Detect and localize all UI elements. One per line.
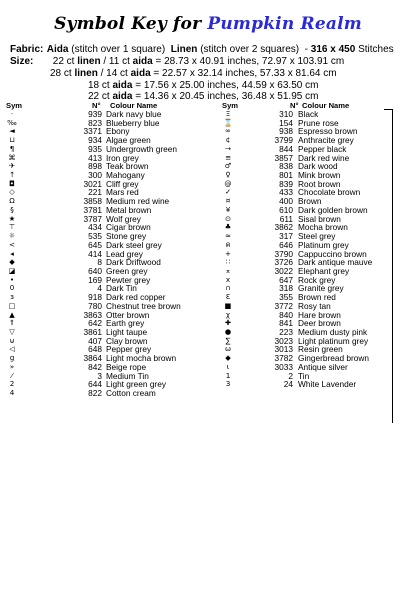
thread-number: 938 [279,126,293,137]
colour-name: Pepper grey [106,344,152,355]
colour-name: Dark Tin [106,283,137,294]
thread-number: 8 [97,257,102,268]
thread-number: 842 [88,361,102,372]
colour-name: Medium dusty pink [298,326,368,337]
thread-number: 318 [279,283,293,294]
colour-name: Metal brown [106,204,152,215]
stitch-symbol: Ω [9,196,15,206]
thread-number: 898 [88,161,102,172]
size-dims: = 22.57 x 32.14 inches, 57.33 x 81.64 cm [153,68,337,79]
stitch-symbol: ⌅ [224,265,232,275]
stitch-symbol: ● [224,326,232,336]
stitch-symbol: @ [224,178,232,188]
thread-number: 3013 [274,344,293,355]
stitch-symbol: ⊙ [224,213,232,223]
colour-name: Cotton cream [106,388,156,398]
thread-number: 801 [279,170,293,181]
stitch-symbol: ‰ [7,117,17,127]
thread-number: 642 [88,318,102,329]
thread-number: 535 [88,231,102,242]
header-num: N° [92,101,101,110]
stitch-symbol: Ξ [225,109,231,118]
colour-name: Iron grey [106,152,139,163]
stitch-symbol: ♂ [224,161,232,171]
stitch-symbol: · [10,109,14,118]
thread-number: 317 [279,231,293,242]
size-kind2: aida [130,68,151,79]
thread-number: 3371 [83,126,102,137]
header-name: Colour Name [302,101,350,110]
thread-number: 3033 [274,361,293,372]
stitch-symbol: 1 [225,370,231,380]
thread-number: 3 [97,370,102,381]
thread-number: 934 [88,135,102,146]
thread-number: 3772 [274,300,293,311]
colour-name: Mink brown [298,170,341,181]
colour-name: Chestnut tree brown [106,300,181,311]
stitch-symbol: ⌛ [223,117,233,127]
thread-number: 3022 [274,265,293,276]
colour-name: White Lavender [298,379,357,390]
thread-number: 221 [88,187,102,198]
stitch-symbol: ◄ [9,126,15,136]
colour-name: Stone grey [106,231,147,242]
colour-name: Brown [298,196,322,207]
stitch-symbol: ✚ [224,318,232,328]
fabric-label: Fabric: [10,44,44,55]
colour-name: Root brown [298,178,341,189]
colour-name: Mahogany [106,170,145,181]
size-kind: linen [74,68,98,79]
thread-number: 4 [97,283,102,294]
size-kind2: aida [132,56,153,67]
colour-name: Dark steel grey [106,239,162,250]
colour-name: Gingerbread brown [298,353,370,364]
size-line-2 [50,68,337,79]
colour-name: Brown red [298,292,336,303]
colour-name: Platinum grey [298,239,349,250]
stitch-symbol: ▲ [9,309,15,319]
stitch-symbol: 0 [9,283,15,293]
stitch-count: 316 x 450 [310,44,356,55]
stitch-symbol: ¢ [225,135,231,145]
colour-name: Beige rope [106,361,147,372]
colour-name: Espresso brown [298,126,358,137]
thread-number: 645 [88,239,102,250]
thread-number: 3021 [83,178,102,189]
colour-name: Medium red wine [106,196,170,207]
stitch-symbol: □ [8,300,16,310]
size-kind: aida [112,91,133,102]
stitch-symbol: ≡ [224,152,232,162]
colour-name: Deer brown [298,318,341,329]
colour-name: Clay brown [106,335,148,346]
stitch-symbol: ◇ [9,187,15,197]
size-line-1 [10,56,344,67]
thread-number: 3782 [274,353,293,364]
thread-number: 2 [288,370,293,381]
colour-name: Resin green [298,344,343,355]
thread-number: 780 [88,300,102,311]
colour-name: Mocha brown [298,222,348,233]
stitch-symbol: ☼ [8,231,16,241]
title-prefix: Symbol Key for [54,14,202,34]
colour-name: Light platinum grey [298,335,369,346]
colour-name: Wolf grey [106,213,141,224]
colour-name: Earth grey [106,318,145,329]
colour-name: Mars red [106,187,139,198]
stitch-symbol: ⊎ [9,335,15,345]
stitch-symbol: ◆ [9,257,15,267]
thread-number: 413 [88,152,102,163]
header-sym: Sym [6,101,23,110]
stitch-symbol: x [225,274,231,284]
colour-name: Dark antique mauve [298,257,373,268]
page-title [0,14,416,34]
colour-name: Steel grey [298,231,336,242]
thread-number: 3857 [274,152,293,163]
colour-name: Ebony [106,126,130,137]
stitch-symbol: ¶ [9,143,15,153]
stitch-symbol: • [9,274,15,284]
table-border-right [392,109,393,423]
thread-number: 3858 [83,196,102,207]
colour-name: Pepper black [298,143,347,154]
thread-number: 3863 [83,309,102,320]
size-ct: 28 ct [50,68,72,79]
stitch-symbol: ✓ [224,187,232,197]
thread-number: 3023 [274,335,293,346]
stitch-symbol: ∑ [225,335,231,345]
colour-name: Chocolate brown [298,187,361,198]
stitch-symbol: ◆ [225,353,231,363]
thread-number: 3787 [83,213,102,224]
thread-number: 647 [279,274,293,285]
stitch-symbol: ∞ [225,126,231,136]
thread-number: 3790 [274,248,293,259]
colour-name: Green grey [106,265,148,276]
thread-number: 839 [279,178,293,189]
header-num: N° [290,101,299,110]
stitch-symbol: ✈ [8,161,16,171]
colour-name: Light mocha brown [106,353,177,364]
colour-name: Elephant grey [298,265,350,276]
thread-number: 838 [279,161,293,172]
size-sep: / 14 ct [100,68,128,79]
stitch-symbol: ♣ [224,222,232,232]
thread-number: 644 [88,379,102,390]
stitch-symbol: ◂ [10,248,14,258]
thread-number: 646 [279,239,293,250]
thread-number: 3799 [274,135,293,146]
size-ct: 22 ct [52,56,75,67]
stitch-symbol: ɜ [10,292,14,302]
stitch-symbol: + [224,248,232,258]
thread-number: 648 [88,344,102,355]
thread-number: 154 [279,117,293,128]
fabric-aida: Aida [46,44,69,55]
stitch-symbol: ⊤ [8,222,16,232]
thread-number: 823 [88,117,102,128]
thread-number: 918 [88,292,102,303]
colour-name: Dark navy blue [106,109,162,119]
stitch-symbol: ∷ [225,257,231,267]
thread-number: 3864 [83,353,102,364]
thread-number: 414 [88,248,102,259]
colour-name: Tin [298,370,310,381]
stitch-symbol: ■ [224,300,232,310]
stitch-symbol: χ [225,309,231,319]
thread-number: 3862 [274,222,293,233]
stitch-symbol: ♀ [225,170,231,180]
stitch-symbol: ⊔ [9,135,15,145]
stitch-symbol: ∩ [225,283,231,293]
stitch-symbol: < [8,239,16,249]
colour-name: Dark red wine [298,152,350,163]
size-ct: 18 ct [88,80,110,91]
thread-number: 935 [88,143,102,154]
thread-number: 3726 [274,257,293,268]
stitch-symbol: ค [225,239,231,249]
thread-number: 640 [88,265,102,276]
stitch-symbol: 2 [9,379,15,389]
pattern-name: Pumpkin Realm [207,14,362,34]
stitch-symbol: ⇑ [8,318,16,328]
thread-number: 223 [279,326,293,337]
thread-number: 433 [279,187,293,198]
stitch-count-label: Stitches [358,44,394,55]
size-label: Size: [10,56,34,67]
thread-number: 310 [279,109,293,119]
thread-number: 434 [88,222,102,233]
thread-number: 355 [279,292,293,303]
colour-name: Teak brown [106,161,149,172]
thread-number: 24 [283,379,293,390]
thread-number: 822 [88,388,102,398]
colour-name: Lead grey [106,248,143,259]
stitch-symbol: g [9,353,15,363]
stitch-symbol: ω [224,344,232,354]
thread-number: 407 [88,335,102,346]
thread-number: 844 [279,143,293,154]
colour-name: Cliff grey [106,178,139,189]
colour-name: Cigar brown [106,222,151,233]
colour-name: Medium Tin [106,370,149,381]
header-name: Colour Name [110,101,158,110]
colour-name: Antique silver [298,361,348,372]
colour-name: Undergrowth green [106,143,178,154]
stitch-symbol: » [9,361,15,371]
thread-number: 3781 [83,204,102,215]
size-line-3 [88,80,318,91]
colour-name: Sisal brown [298,213,341,224]
stitch-symbol: ↑ [8,170,16,180]
thread-number: 400 [279,196,293,207]
colour-name: Otter brown [106,309,150,320]
stitch-symbol: 3 [225,379,231,389]
stitch-symbol: ◁ [9,344,15,354]
size-dims: = 14.36 x 20.45 inches, 36.48 x 51.95 cm [135,91,319,102]
colour-name: Anthracite grey [298,135,354,146]
size-dims: = 28.73 x 40.91 inches, 72.97 x 103.91 cm [155,56,345,67]
stitch-symbol: ⌘ [8,152,16,162]
stitch-symbol: ◘ [9,178,15,188]
thread-number: 610 [279,204,293,215]
colour-name: Blueberry blue [106,117,160,128]
stitch-symbol: 4 [9,388,15,397]
stitch-symbol: ≈ [224,231,232,241]
colour-name: Prune rose [298,117,339,128]
stitch-symbol: § [10,204,14,214]
size-sep: / 11 ct [103,56,130,67]
size-kind: aida [112,80,133,91]
stitch-symbol: ▽ [9,326,15,336]
colour-name: Light green grey [106,379,166,390]
colour-name: Algae green [106,135,151,146]
colour-name: Granite grey [298,283,344,294]
stitch-symbol: ¤ [225,196,231,206]
thread-number: 840 [279,309,293,320]
thread-number: 300 [88,170,102,181]
stitch-symbol: → [224,143,232,153]
thread-number: 169 [88,274,102,285]
fabric-line: Fabric: Aida (stitch over 1 square) Linen (stitch over 2 squares) - 316 x 450 Stitches [10,44,394,55]
colour-name: Light taupe [106,326,148,337]
thread-number: 611 [279,213,293,224]
thread-number: 939 [88,109,102,119]
size-dims: = 17.56 x 25.00 inches, 44.59 x 63.50 cm [135,80,319,91]
fabric-linen-note: (stitch over 2 squares) [200,44,300,55]
stitch-symbol: ι [226,361,230,371]
colour-name: Hare brown [298,309,341,320]
stitch-symbol: ⁄ [11,370,13,380]
size-ct: 22 ct [88,91,110,102]
colour-name: Rock grey [298,274,336,285]
colour-name: Dark red copper [106,292,166,303]
colour-name: Dark Driftwood [106,257,161,268]
stitch-symbol: ◪ [8,265,16,275]
fabric-aida-note: (stitch over 1 square) [71,44,166,55]
stitch-symbol: ★ [8,213,16,223]
stitch-symbol: ¥ [225,204,231,214]
header-sym: Sym [222,101,239,110]
colour-name: Rosy tan [298,300,331,311]
colour-name: Dark wood [298,161,338,172]
colour-name: Cappuccino brown [298,248,367,259]
colour-name: Pewter grey [106,274,151,285]
colour-name: Dark golden brown [298,204,368,215]
stitch-symbol: Ɛ [225,292,231,302]
thread-number: 841 [279,318,293,329]
size-kind: linen [77,56,101,67]
colour-name: Black [298,109,319,119]
fabric-linen: Linen [170,44,198,55]
thread-number: 3861 [83,326,102,337]
